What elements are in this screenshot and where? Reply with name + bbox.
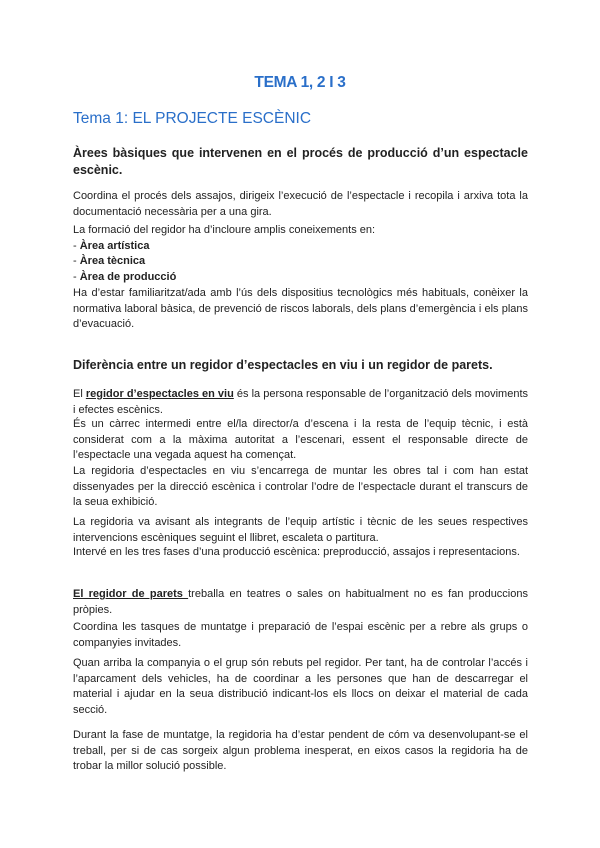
section2-paragraph-6: Quan arriba la companyia o el grup són rebuts pel regidor. Per tant, ha de controlar l’accés i l’aparcament dels vehicles, ha de coordinar a les persones que han de descarregar el material i ajudar en la seua distribució indicant-los els llocs on deixar el material de cada secció.	[73, 657, 528, 716]
section2-paragraph-5: Coordina les tasques de muntatge i preparació de l’espai escènic per a rebre als grups o companyies invitades.	[73, 621, 528, 649]
section1-paragraph-3: Ha d’estar familiaritzat/ada amb l’ús dels dispositius tecnològics més habituals, conèixer la normativa laboral bàsica, de prevenció de riscos laborals, dels plans d’emergència i els plans d’evacuació.	[73, 287, 528, 330]
list-item: - Àrea tècnica	[73, 255, 146, 267]
list-item: - Àrea artística	[73, 239, 150, 252]
section1-areas-intro: La formació del regidor ha d’incloure amplis coneixements en:	[73, 224, 376, 236]
document-title: TEMA 1, 2 I 3	[254, 74, 346, 91]
section2-paragraph-1b: És un càrrec intermedi entre el/la director/a d’escena i la resta de l’equip tècnic, i està considerat com a la màxima autoritat a l’escenari, essent el responsable directe de l’espectacle una vegada aquest ha començat.	[73, 418, 528, 461]
areas-list	[73, 239, 528, 286]
section2-paragraph-2: La regidoria d’espectacles en viu s’encarrega de muntar les obres tal i com han estat dissenyades per la direcció escènica i controlar l’odre de l’espectacle durant el transcurs de la seua exhibició.	[73, 465, 528, 508]
section2-paragraph-3b: Intervé en les tres fases d’una producció escènica: preproducció, assajos i representacions.	[73, 546, 520, 558]
term-live-stage-manager: regidor d’espectacles en viu	[85, 388, 234, 400]
section2-paragraph-7: Durant la fase de muntatge, la regidoria ha d’estar pendent de cóm va desenvolupant-se el treball, per si de cas sorgeix algun problema inesperat, en eixos casos la regidoria ha de trobar la millor solució possible.	[73, 729, 528, 772]
section2-paragraph-4: El regidor de parets treballa en teatres o sales on habitualment no es fan produccions pròpies.	[73, 588, 528, 616]
section1-heading: Àrees bàsiques que intervenen en el procés de producció d’un espectacle escènic.	[73, 146, 528, 177]
section1-areas-block	[73, 223, 528, 285]
section1-paragraph-1: Coordina el procés dels assajos, dirigeix l’execució de l’espectacle i recopila i arxiva tota la documentació necessària per a una gira.	[73, 190, 528, 218]
section2-paragraph-3: La regidoria va avisant als integrants de l’equip artístic i tècnic de les seues respectives intervencions escèniques seguint el llibret, escaleta o partitura.	[73, 516, 528, 544]
section2-heading: Diferència entre un regidor d’espectacles en viu i un regidor de parets.	[73, 358, 493, 372]
term-wall-stage-manager: El regidor de parets	[73, 588, 189, 600]
list-item: - Àrea de producció	[73, 270, 177, 283]
section2-paragraph-1: El regidor d’espectacles en viu és la persona responsable de l’organització dels moviments i efectes escènics.	[73, 388, 529, 416]
tema1-heading: Tema 1: EL PROJECTE ESCÈNIC	[73, 110, 312, 127]
